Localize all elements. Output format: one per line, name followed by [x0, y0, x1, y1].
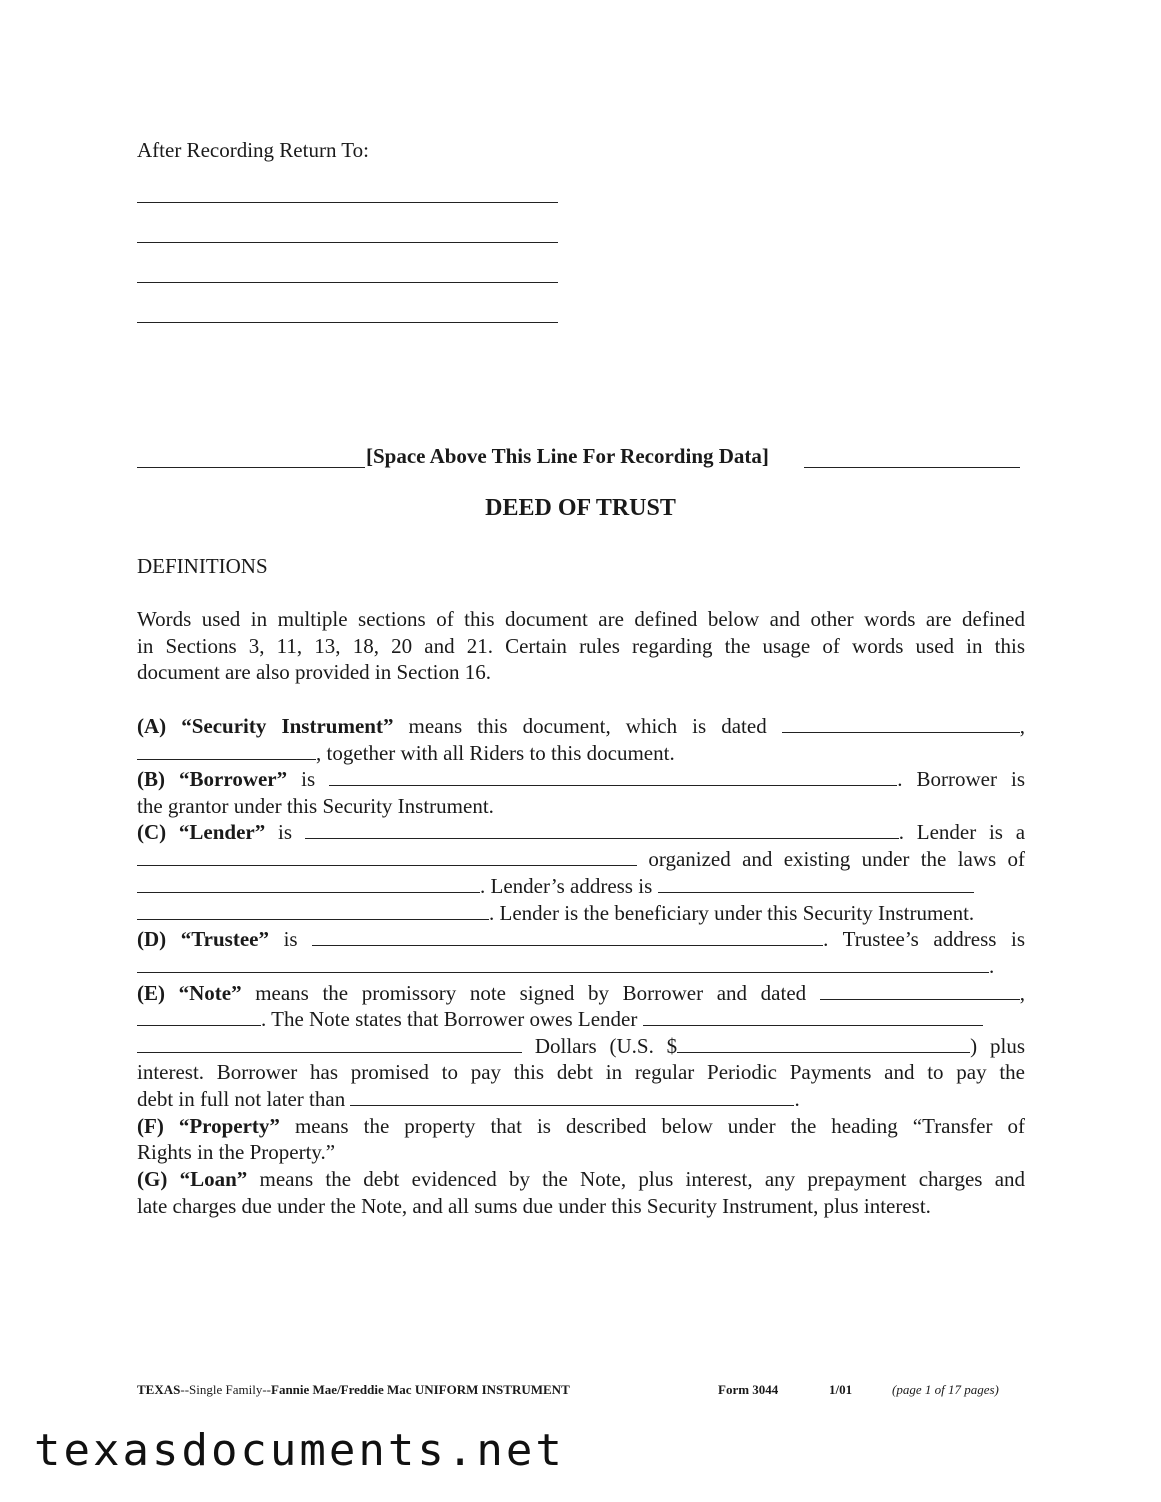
- recording-space-label: [Space Above This Line For Recording Data]: [366, 444, 769, 468]
- maturity-date-field[interactable]: [350, 1086, 794, 1106]
- def-e-text: means the promissory note signed by Borrower and dated: [255, 981, 807, 1005]
- def-a-line-1: [137, 713, 1025, 740]
- lender-entity-type-field[interactable]: [137, 846, 637, 866]
- def-b-letter: (B): [137, 767, 165, 791]
- definitions-heading: DEFINITIONS: [137, 554, 268, 578]
- def-b-line-1: [137, 766, 1025, 793]
- def-b-text: . Borrower is: [897, 767, 1026, 791]
- note-amount-words-field-2[interactable]: [137, 1033, 522, 1053]
- def-a-text-2: , together with all Riders to this document.: [316, 741, 675, 765]
- return-address-line-2[interactable]: [137, 242, 558, 243]
- def-a-comma: ,: [1019, 714, 1026, 738]
- def-f-text: means the property that is described below under the heading “Transfer of: [294, 1114, 1025, 1138]
- return-address-line-3[interactable]: [137, 282, 558, 283]
- def-d-text: . Trustee’s address is: [823, 927, 1025, 951]
- security-instrument-date-field-2[interactable]: [137, 740, 316, 760]
- def-f-letter: (F): [137, 1114, 164, 1138]
- def-f-term: “Property”: [178, 1114, 280, 1138]
- def-e-line-1: [137, 980, 1025, 1007]
- note-amount-usd-field[interactable]: [677, 1033, 970, 1053]
- def-a-line-2: [137, 740, 1025, 767]
- def-e-period: .: [794, 1087, 800, 1111]
- def-a-letter: (A): [137, 714, 167, 738]
- def-b-term: “Borrower”: [179, 767, 288, 791]
- security-instrument-date-field[interactable]: [782, 713, 1020, 733]
- def-c-text-2: organized and existing under the laws of: [648, 847, 1026, 871]
- footer-sep: --Single Family--: [180, 1382, 271, 1397]
- def-g-letter: (G): [137, 1167, 168, 1191]
- document-title: DEED OF TRUST: [485, 495, 676, 521]
- lender-name-field[interactable]: [305, 819, 899, 839]
- def-a-term: “Security Instrument”: [181, 714, 394, 738]
- return-address-line-4[interactable]: [137, 322, 558, 323]
- def-c-text: . Lender is a: [898, 820, 1026, 844]
- lender-address-field-2[interactable]: [137, 900, 489, 920]
- def-c-text-4: . Lender is the beneficiary under this Security Instrument.: [489, 901, 975, 925]
- def-e-line-2: [137, 1006, 1025, 1033]
- def-e-term: “Note”: [178, 981, 242, 1005]
- def-c-text-3: . Lender’s address is: [480, 874, 653, 898]
- def-e-text-2: . The Note states that Borrower owes Lender: [261, 1007, 638, 1031]
- lender-address-field[interactable]: [658, 873, 974, 893]
- watermark: texasdocuments.net: [34, 1425, 565, 1476]
- def-b-line-2: the grantor under this Security Instrument.: [137, 794, 494, 818]
- def-d-line-2: [137, 953, 1025, 980]
- def-c-line-4: [137, 900, 1025, 927]
- def-e-line-4: interest. Borrower has promised to pay this debt in regular Periodic Payments and to pay the: [137, 1060, 1025, 1084]
- trustee-name-field[interactable]: [312, 926, 823, 946]
- def-g-line-2: late charges due under the Note, and all sums due under this Security Instrument, plus interest.: [137, 1194, 931, 1218]
- footer-instrument: [137, 1382, 570, 1398]
- def-f-line-1: [137, 1113, 1025, 1140]
- note-date-field[interactable]: [820, 980, 1020, 1000]
- def-d-period: .: [989, 954, 995, 978]
- def-e-line-5: [137, 1086, 1025, 1113]
- def-e-dollars: Dollars (U.S. $: [534, 1034, 678, 1058]
- note-date-field-2[interactable]: [137, 1006, 261, 1026]
- recording-divider-left: [137, 467, 365, 468]
- def-d-term: “Trustee”: [180, 927, 269, 951]
- def-c-letter: (C): [137, 820, 167, 844]
- return-to-label: After Recording Return To:: [137, 138, 370, 162]
- def-e-letter: (E): [137, 981, 165, 1005]
- borrower-name-field[interactable]: [329, 766, 897, 786]
- def-f-line-2: Rights in the Property.”: [137, 1140, 336, 1164]
- def-b-is: is: [301, 767, 316, 791]
- recording-divider-right: [804, 467, 1020, 468]
- note-amount-words-field[interactable]: [643, 1006, 983, 1026]
- def-c-line-2: [137, 846, 1025, 873]
- def-d-line-1: [137, 926, 1025, 953]
- def-a-text: means this document, which is dated: [408, 714, 767, 738]
- def-d-is: is: [283, 927, 298, 951]
- intro-line-2: in Sections 3, 11, 13, 18, 20 and 21. Certain rules regarding the usage of words used in this: [137, 634, 1025, 658]
- def-e-text-6: debt in full not later than: [137, 1087, 346, 1111]
- def-c-is: is: [277, 820, 292, 844]
- footer-page: (page 1 of 17 pages): [892, 1382, 999, 1397]
- def-c-line-1: [137, 819, 1025, 846]
- intro-line-1: Words used in multiple sections of this document are defined below and other words are defined: [137, 607, 1025, 631]
- def-e-line-3: [137, 1033, 1025, 1060]
- trustee-address-field[interactable]: [137, 953, 989, 973]
- def-g-text: means the debt evidenced by the Note, plus interest, any prepayment charges and: [259, 1167, 1026, 1191]
- def-d-letter: (D): [137, 927, 167, 951]
- intro-line-3: document are also provided in Section 16.: [137, 660, 491, 684]
- footer-form: Form 3044: [718, 1382, 779, 1397]
- def-c-line-3: [137, 873, 1025, 900]
- return-address-line-1[interactable]: [137, 202, 558, 203]
- footer-state: TEXAS: [137, 1382, 181, 1397]
- lender-jurisdiction-field[interactable]: [137, 873, 480, 893]
- def-e-comma: ,: [1019, 981, 1025, 1005]
- footer-date: 1/01: [829, 1382, 853, 1397]
- footer-instrument-name: Fannie Mae/Freddie Mac UNIFORM INSTRUMENT: [271, 1382, 570, 1397]
- def-e-plus: ) plus: [970, 1034, 1026, 1058]
- def-g-term: “Loan”: [179, 1167, 248, 1191]
- def-g-line-1: [137, 1166, 1025, 1193]
- def-c-term: “Lender”: [178, 820, 266, 844]
